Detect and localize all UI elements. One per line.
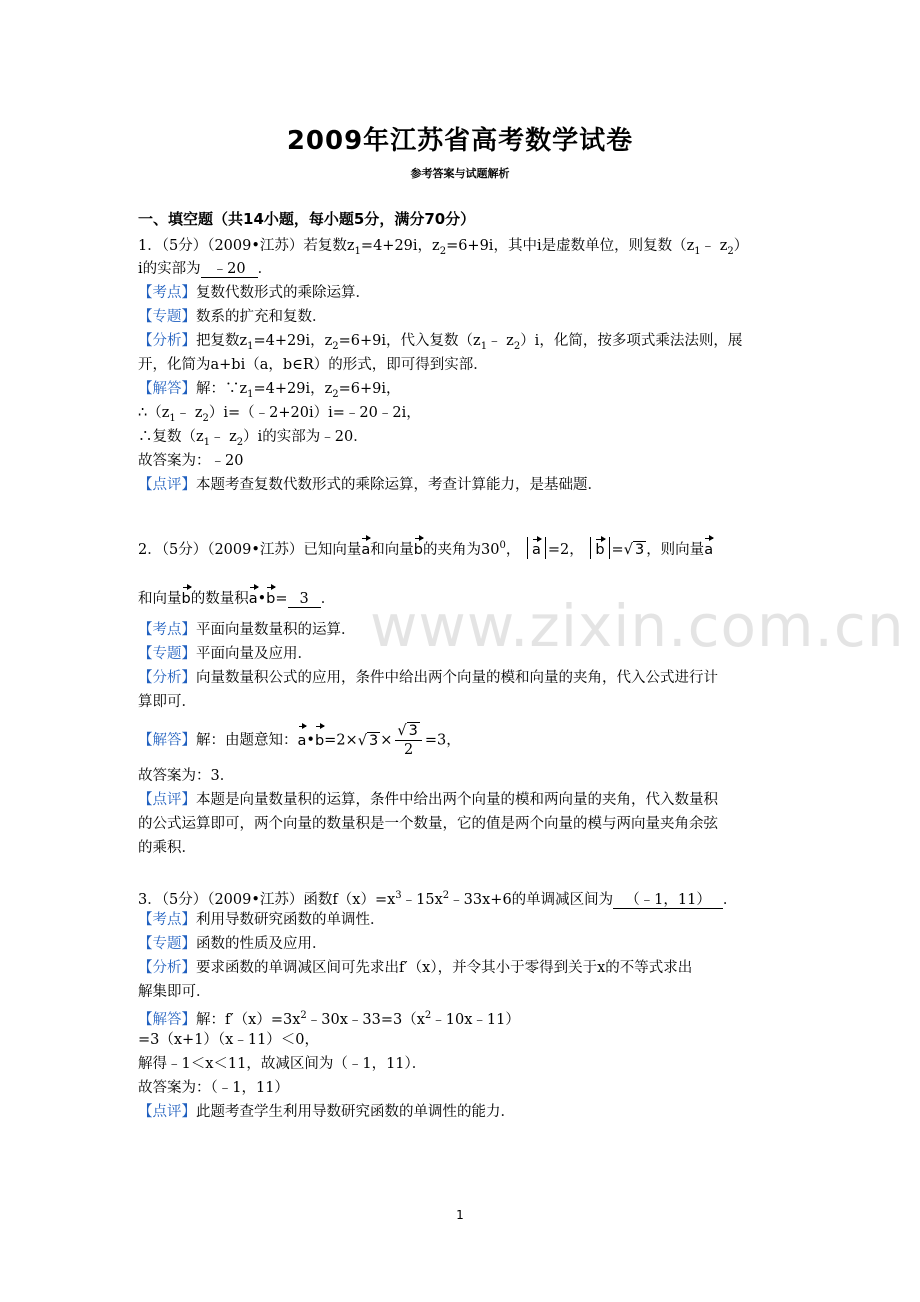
- q2-dianping: 【点评】本题是向量数量积的运算，条件中给出两个向量的模和两向量的夹角，代入数量积: [138, 792, 718, 808]
- kaodian-tag: 【考点】: [138, 912, 196, 928]
- q1-dianping: 【点评】本题考查复数代数形式的乘除运算，考查计算能力，是基础题．: [138, 477, 602, 493]
- zhuanti-tag: 【专题】: [138, 646, 196, 662]
- fenxi-tag: 【分析】: [138, 960, 196, 976]
- q3-dianping: 【点评】此题考查学生利用导数研究函数的单调性的能力．: [138, 1104, 515, 1120]
- fraction-sqrt3-over-2: $\frac{√ 3}{2}$: [395, 722, 421, 759]
- q1-fenxi-line2: 开，化简为a+bi（a，b∈R）的形式，即可得到实部．: [138, 357, 488, 373]
- sqrt-three: √ 3: [357, 732, 379, 749]
- q1-result: 故答案为：﹣20: [138, 453, 244, 469]
- q1-step2: ∴复数（$z_1﹣$ $z_2)i$的实部为﹣20．: [138, 429, 368, 448]
- q1-zhuanti: 【专题】数系的扩充和复数．: [138, 309, 327, 325]
- jieda-tag: 【解答】: [138, 1011, 196, 1028]
- q1-stem-line2: i的实部为 ﹣20 ．: [138, 261, 273, 277]
- section-heading: 一、填空题（共14小题，每小题5分，满分70分）: [138, 210, 476, 228]
- fenxi-tag: 【分析】: [138, 670, 196, 686]
- q3-step1: =3（x+1）（x﹣11）＜0，: [138, 1032, 320, 1048]
- q2-stem: 2．（5分）（2009•江苏）已知向量a和向量b的夹角为$30^0$， a =2， b =√ 3 ，则向量a: [138, 536, 788, 560]
- abs-vector-b: b: [590, 537, 609, 559]
- q2-kaodian: 【考点】平面向量数量积的运算．: [138, 622, 356, 638]
- q3-result: 故答案为：（﹣1，11）: [138, 1080, 289, 1096]
- watermark: www.zixin.com.cn: [370, 592, 905, 660]
- q3-answer-blank: （﹣1，11）: [613, 892, 723, 909]
- q2-jieda: 【解答】解：由题意知：a•b=2×√ 3 × $\frac{√ 3}{2}$ =3，: [138, 723, 461, 758]
- zhuanti-tag: 【专题】: [138, 936, 196, 952]
- q2-answer-blank: 3: [288, 591, 321, 608]
- page-title: 2009年江苏省高考数学试卷: [286, 126, 634, 156]
- q1-kaodian: 【考点】复数代数形式的乘除运算．: [138, 285, 370, 301]
- q2-fenxi-line2: 算即可．: [138, 694, 196, 710]
- q1-step1: $\therefore(z_1﹣$ $z_2)i=(﹣2+20i)i=﹣20﹣2i$，: [138, 405, 421, 424]
- dianping-tag: 【点评】: [138, 1104, 196, 1120]
- dianping-tag: 【点评】: [138, 792, 196, 808]
- q1-stem: 1．（5分）（2009•江苏）若复数$z_1=4+29i$，$z_2=6+9i$，其中i是虚数单位，则复数（$z_1﹣$ $z_2$）: [138, 238, 749, 257]
- kaodian-tag: 【考点】: [138, 285, 196, 301]
- dianping-tag: 【点评】: [138, 477, 196, 493]
- q2-dianping-line3: 的乘积．: [138, 840, 196, 856]
- q2-dianping-line2: 的公式运算即可，两个向量的数量积是一个数量，它的值是两个向量的模与两向量夹角余弦: [138, 816, 718, 832]
- q3-stem: 3．（5分）（2009•江苏）函数$f(x)=x^3﹣15x^2﹣33x+6$的单调减区间为 （﹣1，11） ．: [138, 890, 738, 908]
- q3-step2: 解得﹣1＜x＜11，故减区间为（﹣1，11）．: [138, 1056, 427, 1072]
- q3-kaodian: 【考点】利用导数研究函数的单调性．: [138, 912, 385, 928]
- q3-fenxi: 【分析】要求函数的单调减区间可先求出f′（x），并令其小于零得到关于x的不等式求出: [138, 960, 693, 976]
- q3-fenxi-line2: 解集即可．: [138, 984, 211, 1000]
- kaodian-tag: 【考点】: [138, 622, 196, 638]
- jieda-tag: 【解答】: [138, 732, 196, 749]
- q2-result: 故答案为：3．: [138, 768, 235, 784]
- q3-jieda: 【解答】解：$f'(x)=3x^2﹣30x﹣33=3(x^2﹣10x﹣11)$: [138, 1010, 520, 1028]
- sqrt-three: √ 3: [623, 542, 645, 558]
- vector-b: b: [414, 536, 423, 560]
- page-number: 1: [456, 1208, 464, 1222]
- q1-jieda: 【解答】解：$\because z_1=4+29i$，$z_2=6+9i$，: [138, 381, 401, 400]
- abs-vector-a: a: [527, 537, 546, 559]
- page-subtitle: 参考答案与试题解析: [410, 167, 510, 180]
- q3-zhuanti: 【专题】函数的性质及应用．: [138, 936, 327, 952]
- jieda-tag: 【解答】: [138, 381, 196, 397]
- q2-fenxi: 【分析】向量数量积公式的应用，条件中给出两个向量的模和向量的夹角，代入公式进行计: [138, 670, 718, 686]
- q1-answer-blank: ﹣20: [201, 261, 258, 278]
- q2-stem-line2: 和向量b的数量积a•b= 3 ．: [138, 585, 788, 609]
- zhuanti-tag: 【专题】: [138, 309, 196, 325]
- vector-a: a: [361, 536, 370, 560]
- q2-zhuanti: 【专题】平面向量及应用．: [138, 646, 312, 662]
- q1-fenxi: 【分析】把复数$z_1=4+29i$，$z_2=6+9i$，代入复数（$z_1﹣$ $z_2)i$，化简，按多项式乘法法则，展: [138, 333, 743, 352]
- fenxi-tag: 【分析】: [138, 333, 196, 349]
